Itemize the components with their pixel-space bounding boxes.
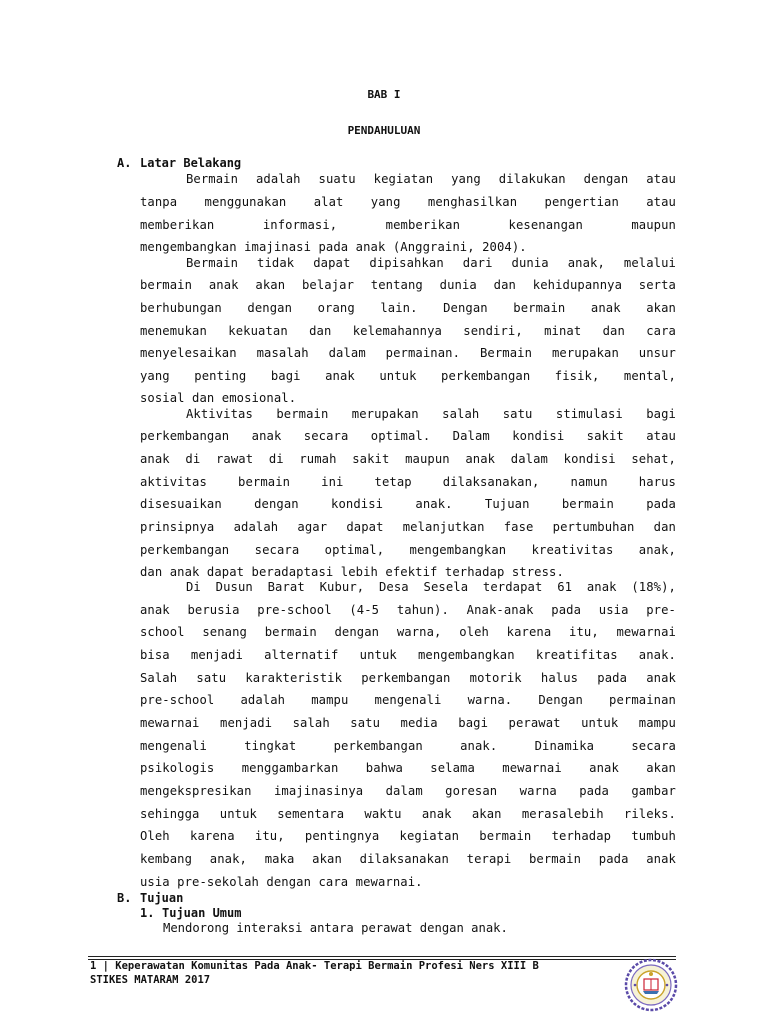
subsection-1-heading	[140, 906, 241, 920]
paragraph-line: usia pre-sekolah dengan cara mewarnai.	[140, 875, 423, 889]
paragraph-line: Bermain tidak dapat dipisahkan dari dunia anak, melalui	[186, 256, 676, 270]
paragraph-line: mewarnai menjadi salah satu media bagi perawat untuk mampu	[140, 716, 676, 730]
paragraph-line: sehingga untuk sementara waktu anak akan merasalebih rileks.	[140, 807, 676, 821]
paragraph-line: school senang bermain dengan warna, oleh karena itu, mewarnai	[140, 625, 676, 639]
section-a-heading	[117, 156, 241, 170]
paragraph-line: psikologis menggambarkan bahwa selama mewarnai anak akan	[140, 761, 676, 775]
paragraph-line: mengembangkan imajinasi pada anak (Anggraini, 2004).	[140, 240, 527, 254]
paragraph-line: Salah satu karakteristik perkembangan motorik halus pada anak	[140, 671, 676, 685]
paragraph-line: perkembangan secara optimal, mengembangkan kreativitas anak,	[140, 543, 676, 557]
paragraph-line: bisa menjadi alternatif untuk mengembangkan kreatifitas anak.	[140, 648, 676, 662]
section-b-title: Tujuan	[140, 891, 184, 905]
paragraph-line: pre-school adalah mampu mengenali warna. Dengan permainan	[140, 693, 676, 707]
paragraph-line: Di Dusun Barat Kubur, Desa Sesela terdapat 61 anak (18%),	[186, 580, 676, 594]
paragraph-line: menemukan kekuatan dan kelemahannya sendiri, minat dan cara	[140, 324, 676, 338]
paragraph-line: Oleh karena itu, pentingnya kegiatan bermain terhadap tumbuh	[140, 829, 676, 843]
subsection-1-text: Mendorong interaksi antara perawat dengan anak.	[163, 921, 508, 935]
subsection-1-title: Tujuan Umum	[162, 906, 242, 920]
paragraph-line: dan anak dapat beradaptasi lebih efektif terhadap stress.	[140, 565, 564, 579]
paragraph-line: perkembangan anak secara optimal. Dalam kondisi sakit atau	[140, 429, 676, 443]
chapter-number: BAB I	[367, 88, 401, 101]
paragraph-line: yang penting bagi anak untuk perkembangan fisik, mental,	[140, 369, 676, 383]
section-a-marker: A.	[117, 156, 132, 170]
paragraph-line: prinsipnya adalah agar dapat melanjutkan fase pertumbuhan dan	[140, 520, 676, 534]
paragraph-line: Bermain adalah suatu kegiatan yang dilakukan dengan atau	[186, 172, 676, 186]
paragraph-line: berhubungan dengan orang lain. Dengan bermain anak akan	[140, 301, 676, 315]
paragraph-line: bermain anak akan belajar tentang dunia dan kehidupannya serta	[140, 278, 676, 292]
paragraph-line: kembang anak, maka akan dilaksanakan terapi bermain pada anak	[140, 852, 676, 866]
paragraph-line: anak di rawat di rumah sakit maupun anak dalam kondisi sehat,	[140, 452, 676, 466]
paragraph-line: sosial dan emosional.	[140, 391, 297, 405]
institution-seal-icon	[624, 958, 678, 1012]
paragraph-line: mengekspresikan imajinasinya dalam goresan warna pada gambar	[140, 784, 676, 798]
section-a-title: Latar Belakang	[140, 156, 242, 170]
paragraph-line: menyelesaikan masalah dalam permainan. Bermain merupakan unsur	[140, 346, 676, 360]
paragraph-line: memberikan informasi, memberikan kesenangan maupun	[140, 218, 676, 232]
footer-running-title: 1 | Keperawatan Komunitas Pada Anak- Terapi Bermain Profesi Ners XIII B	[90, 960, 539, 972]
footer-divider	[88, 956, 676, 957]
section-b-marker: B.	[117, 891, 132, 905]
paragraph-line: Aktivitas bermain merupakan salah satu stimulasi bagi	[186, 407, 676, 421]
paragraph-line: anak berusia pre-school (4-5 tahun). Anak-anak pada usia pre-	[140, 603, 676, 617]
section-b-heading	[117, 891, 183, 905]
subsection-1-marker: 1.	[140, 906, 155, 920]
chapter-title: PENDAHULUAN	[347, 124, 421, 137]
footer-institution: STIKES MATARAM 2017	[90, 974, 211, 986]
paragraph-line: mengenali tingkat perkembangan anak. Dinamika secara	[140, 739, 676, 753]
paragraph-line: tanpa menggunakan alat yang menghasilkan pengertian atau	[140, 195, 676, 209]
paragraph-line: disesuaikan dengan kondisi anak. Tujuan bermain pada	[140, 497, 676, 511]
paragraph-line: aktivitas bermain ini tetap dilaksanakan, namun harus	[140, 475, 676, 489]
